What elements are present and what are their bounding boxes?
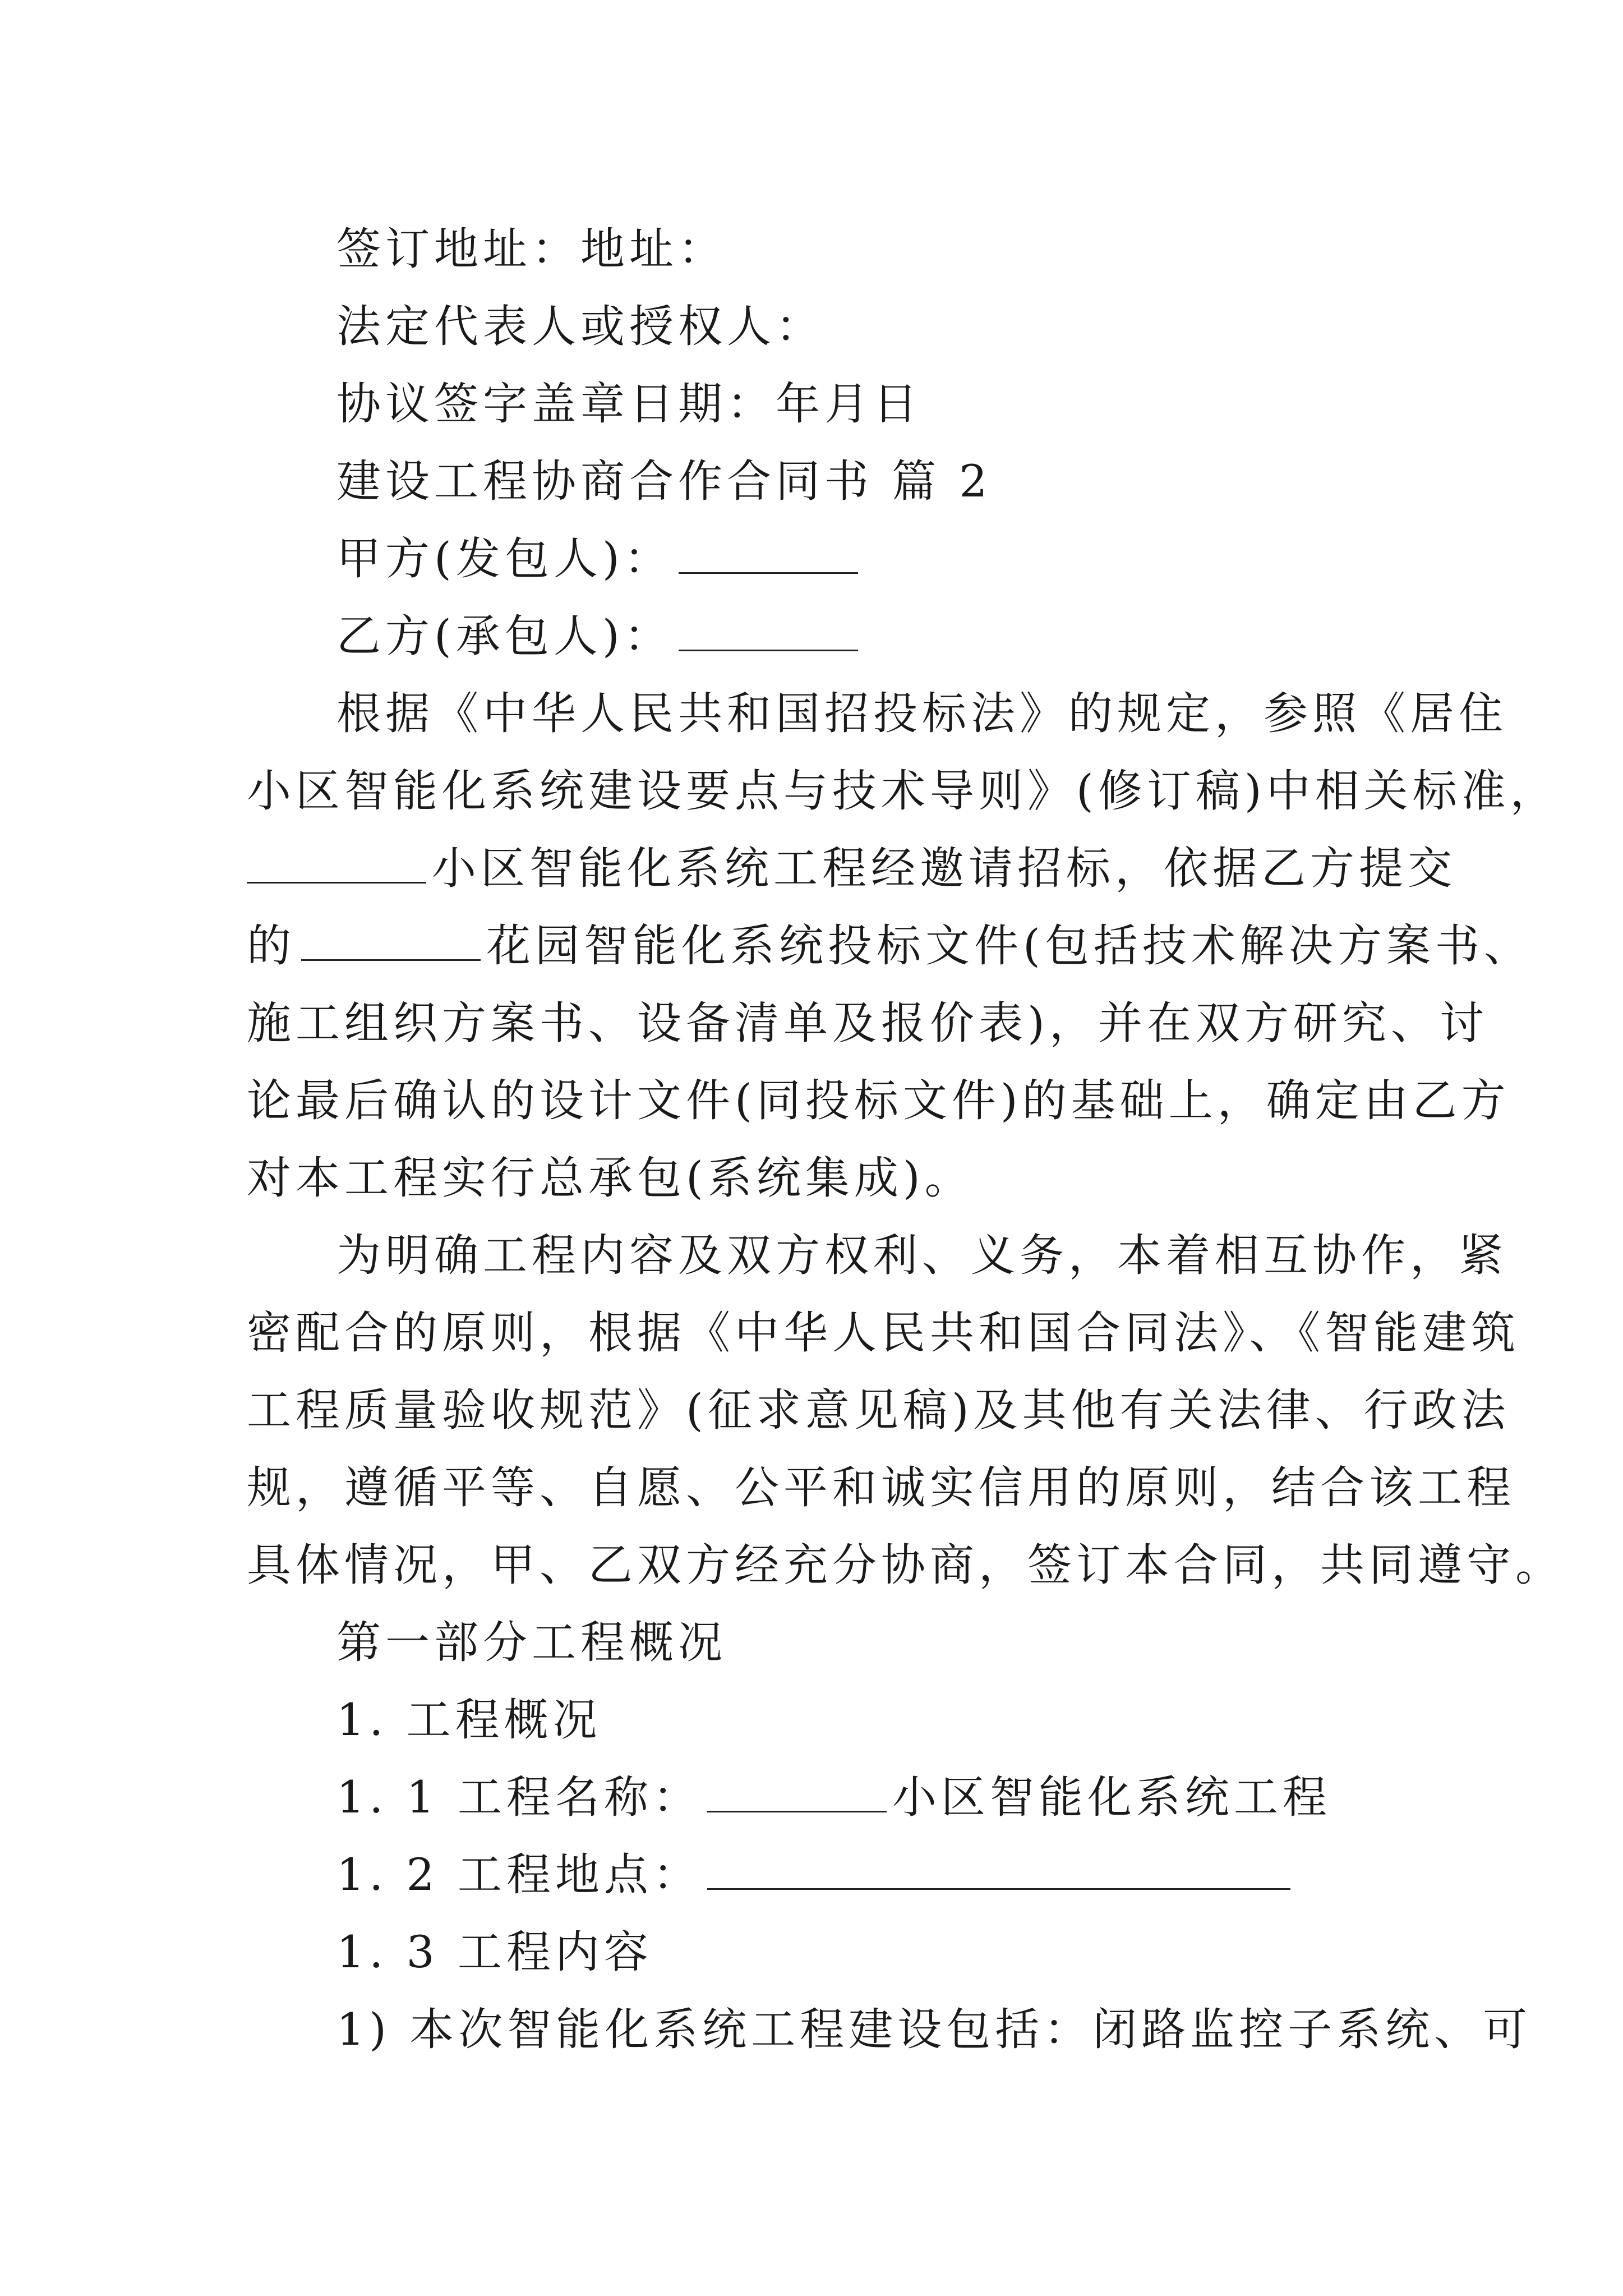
- project-name-field-blank: [707, 1777, 887, 1812]
- party-b-label: 乙方(承包人)：: [336, 610, 673, 662]
- paragraph-line: 规，遵循平等、自愿、公平和诚实信用的原则，结合该工程: [247, 1462, 1515, 1513]
- paragraph-line: 工程质量验收规范》(征求意见稿)及其他有关法律、行政法: [247, 1384, 1510, 1436]
- party-b-blank: [679, 616, 858, 651]
- paragraph-line: 论最后确认的设计文件(同投标文件)的基础上，确定由乙方: [247, 1075, 1510, 1126]
- project-name-blank: [247, 848, 426, 884]
- paragraph-line: 小区智能化系统工程经邀请招标，依据乙方提交: [247, 830, 1456, 907]
- project-location-blank: [707, 1855, 1290, 1890]
- paragraph-line: 密配合的原则，根据《中华人民共和国合同法》、《智能建筑: [247, 1307, 1520, 1359]
- paragraph-line: 施工组织方案书、设备清单及报价表)，并在双方研究、讨: [247, 997, 1488, 1049]
- paragraph-line: 具体情况，甲、乙双方经充分协商，签订本合同，共同遵守。: [247, 1539, 1564, 1591]
- party-a-line: [336, 520, 864, 597]
- contract-title-line: 建设工程协商合作合同书 篇 2: [336, 455, 992, 507]
- signing-address-line: 签订地址：地址：: [336, 223, 727, 275]
- project-content-item: 1) 本次智能化系统工程建设包括：闭路监控子系统、可: [336, 2004, 1532, 2055]
- party-a-label: 甲方(发包人)：: [336, 533, 673, 585]
- legal-representative-line: 法定代表人或授权人：: [336, 301, 824, 352]
- project-name-line: 1. 1 工程名称： 小区智能化系统工程: [336, 1772, 1331, 1823]
- paragraph-line: 小区智能化系统建设要点与技术导则》(修订稿)中相关标准，: [247, 765, 1559, 817]
- paragraph-line: 的 花园智能化系统投标文件(包括技术解决方案书、: [247, 920, 1533, 972]
- party-a-blank: [679, 539, 858, 574]
- garden-name-blank: [301, 926, 481, 961]
- section-heading: 第一部分工程概况: [336, 1617, 727, 1668]
- paragraph-line: 根据《中华人民共和国招投标法》的规定，参照《居住: [336, 688, 1507, 739]
- party-b-line: [336, 597, 864, 675]
- paragraph-line: 对本工程实行总承包(系统集成)。: [247, 1152, 974, 1204]
- subsection-heading: 1. 工程概况: [336, 1694, 602, 1746]
- project-content-heading: 1. 3 工程内容: [336, 1926, 653, 1978]
- paragraph-line: 为明确工程内容及双方权利、义务，本着相互协作，紧: [336, 1230, 1507, 1281]
- project-location-line: 1. 2 工程地点：: [336, 1836, 1296, 1913]
- signing-date-line: 协议签字盖章日期：年月日: [336, 378, 922, 430]
